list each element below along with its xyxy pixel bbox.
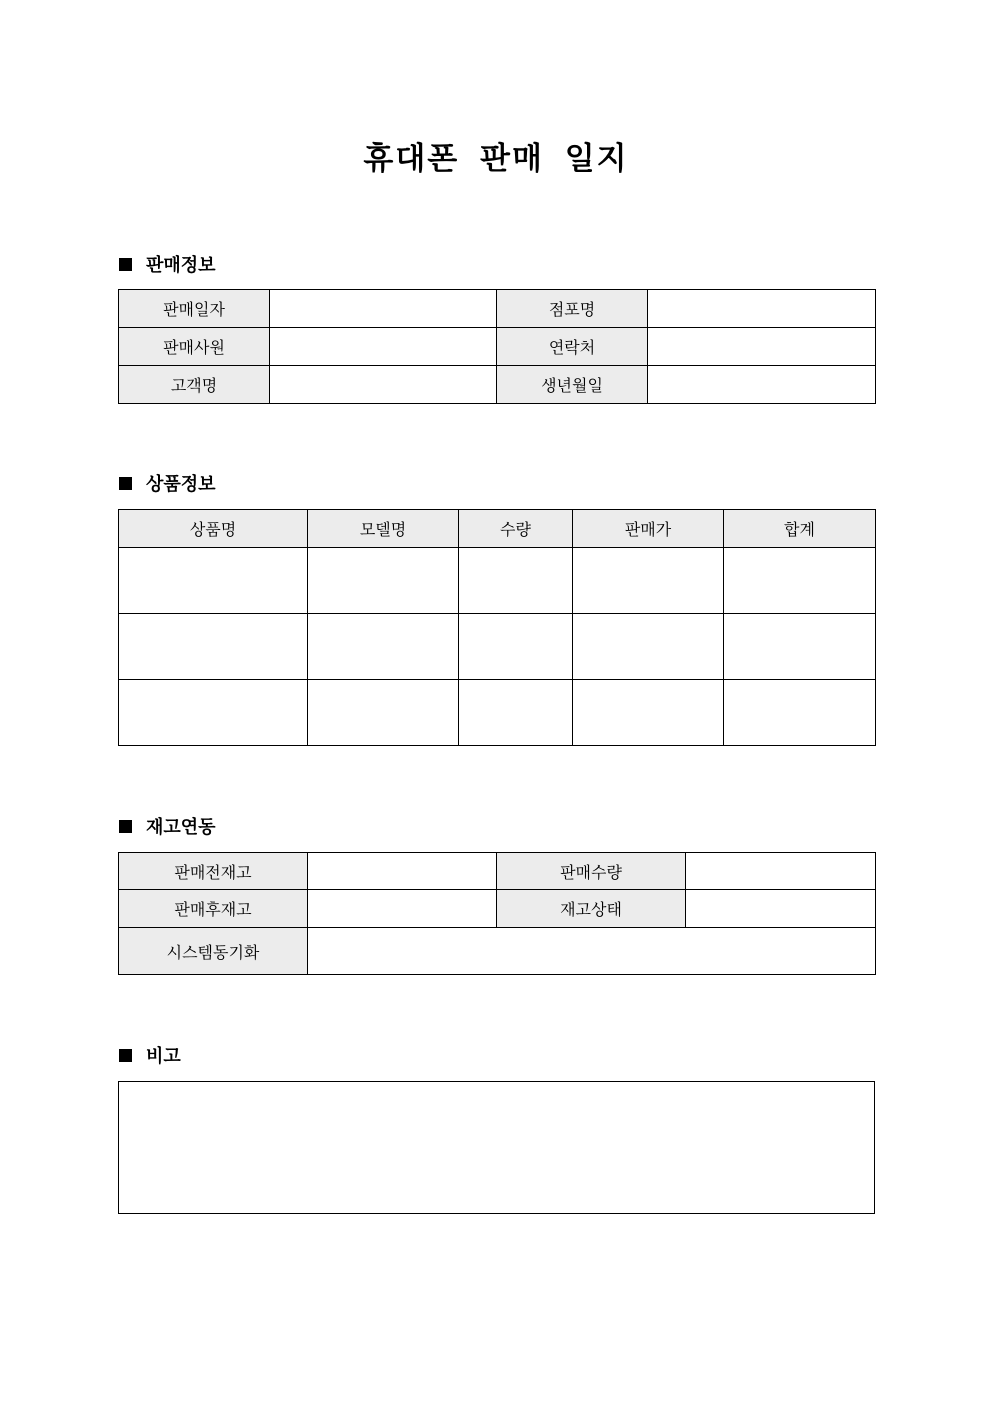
stock-status-label: 재고상태: [497, 890, 686, 928]
product-name-cell[interactable]: [119, 680, 308, 746]
total-cell[interactable]: [724, 614, 876, 680]
product-info-heading-text: 상품정보: [146, 474, 216, 495]
table-header-row: [119, 510, 876, 548]
document-title: 휴대폰 판매 일지: [363, 141, 629, 177]
product-info-table: [118, 509, 876, 746]
birthdate-field[interactable]: [648, 366, 876, 404]
system-sync-field[interactable]: [308, 928, 876, 975]
stock-after-sale-field[interactable]: [308, 890, 497, 928]
remarks-heading: [119, 1043, 181, 1067]
inventory-heading-text: 재고연동: [146, 817, 216, 838]
model-name-cell[interactable]: [308, 548, 459, 614]
quantity-cell[interactable]: [459, 680, 573, 746]
sale-price-cell[interactable]: [573, 680, 724, 746]
inventory-heading: [119, 814, 216, 838]
column-header-quantity: 수량: [459, 510, 573, 548]
table-row: [119, 290, 876, 328]
stock-before-sale-label: 판매전재고: [119, 853, 308, 890]
birthdate-label: 생년월일: [497, 366, 648, 404]
product-name-cell[interactable]: [119, 548, 308, 614]
table-row: [119, 928, 876, 975]
stock-after-sale-label: 판매후재고: [119, 890, 308, 928]
model-name-cell[interactable]: [308, 680, 459, 746]
square-bullet-icon: [119, 820, 132, 833]
stock-before-sale-field[interactable]: [308, 853, 497, 890]
column-header-total: 합계: [724, 510, 876, 548]
total-cell[interactable]: [724, 548, 876, 614]
sale-date-field[interactable]: [270, 290, 497, 328]
model-name-cell[interactable]: [308, 614, 459, 680]
table-row: [119, 328, 876, 366]
total-cell[interactable]: [724, 680, 876, 746]
store-name-label: 점포명: [497, 290, 648, 328]
remarks-heading-text: 비고: [146, 1046, 181, 1067]
system-sync-label: 시스템동기화: [119, 928, 308, 975]
sale-quantity-label: 판매수량: [497, 853, 686, 890]
quantity-cell[interactable]: [459, 614, 573, 680]
contact-field[interactable]: [648, 328, 876, 366]
square-bullet-icon: [119, 477, 132, 490]
sale-quantity-field[interactable]: [686, 853, 876, 890]
salesperson-field[interactable]: [270, 328, 497, 366]
sales-info-heading: [119, 252, 216, 276]
sale-date-label: 판매일자: [119, 290, 270, 328]
table-row: [119, 366, 876, 404]
table-row: [119, 680, 876, 746]
stock-status-field[interactable]: [686, 890, 876, 928]
store-name-field[interactable]: [648, 290, 876, 328]
sales-info-heading-text: 판매정보: [146, 255, 216, 276]
sale-price-cell[interactable]: [573, 614, 724, 680]
product-info-heading: [119, 471, 216, 495]
square-bullet-icon: [119, 1049, 132, 1062]
table-row: [119, 853, 876, 890]
quantity-cell[interactable]: [459, 548, 573, 614]
salesperson-label: 판매사원: [119, 328, 270, 366]
table-row: [119, 890, 876, 928]
column-header-product-name: 상품명: [119, 510, 308, 548]
customer-name-field[interactable]: [270, 366, 497, 404]
inventory-table: [118, 852, 876, 975]
column-header-sale-price: 판매가: [573, 510, 724, 548]
customer-name-label: 고객명: [119, 366, 270, 404]
contact-label: 연락처: [497, 328, 648, 366]
sales-info-table: [118, 289, 876, 404]
column-header-model-name: 모델명: [308, 510, 459, 548]
remarks-box[interactable]: [118, 1081, 875, 1214]
sale-price-cell[interactable]: [573, 548, 724, 614]
table-row: [119, 548, 876, 614]
table-row: [119, 614, 876, 680]
product-name-cell[interactable]: [119, 614, 308, 680]
square-bullet-icon: [119, 258, 132, 271]
